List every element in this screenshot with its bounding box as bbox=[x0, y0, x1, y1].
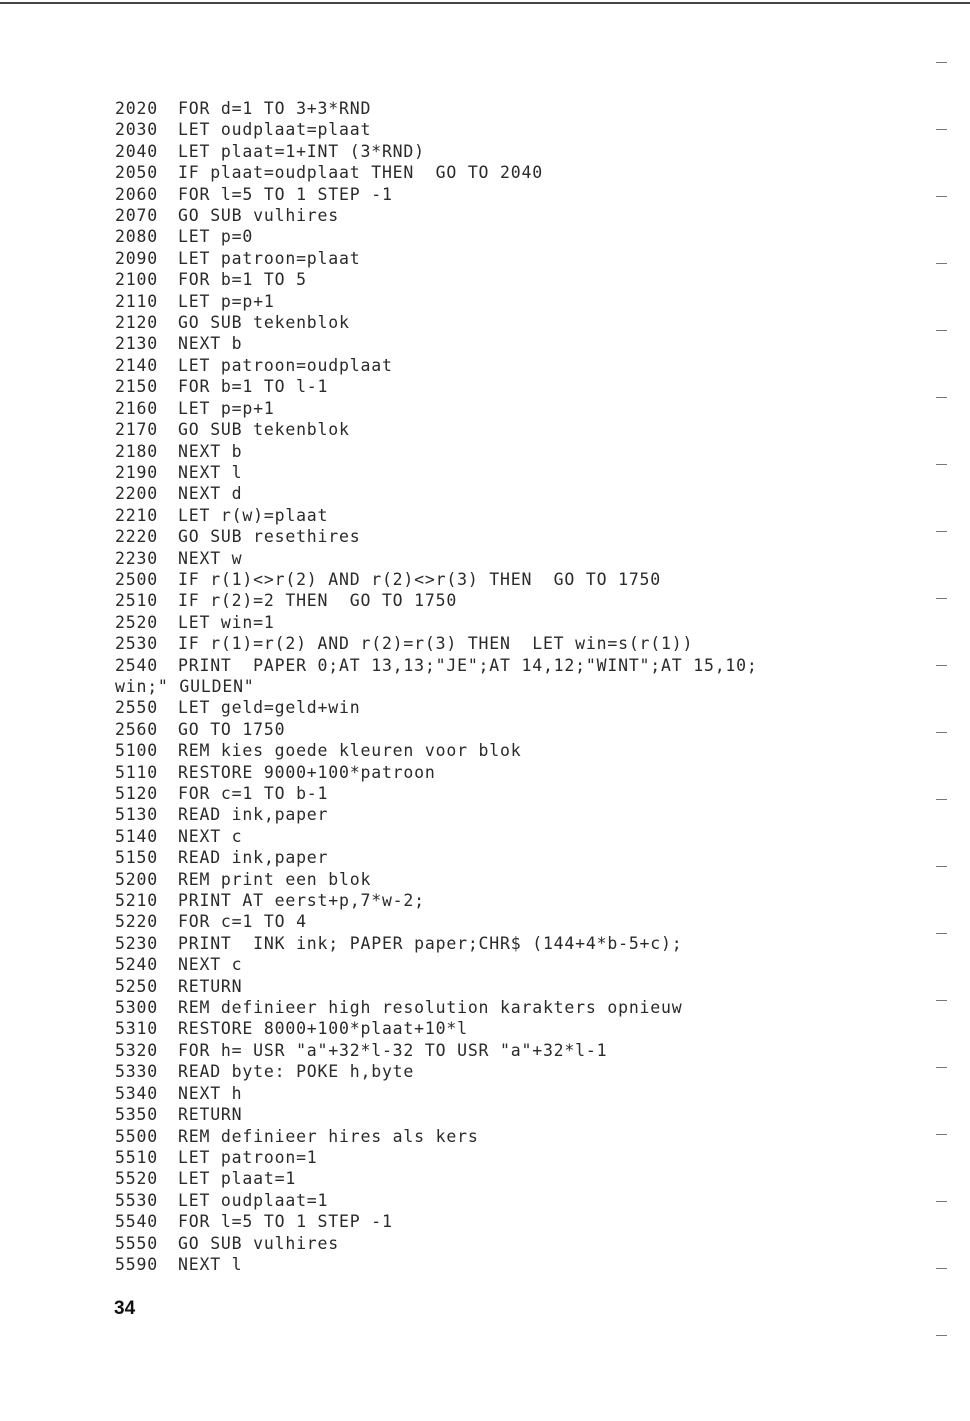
line-code: NEXT w bbox=[178, 548, 243, 568]
line-number: 5500 bbox=[115, 1126, 158, 1146]
line-number: 2120 bbox=[115, 313, 158, 333]
code-line bbox=[115, 526, 915, 547]
line-code: LET geld=geld+win bbox=[178, 698, 361, 718]
line-number: 2520 bbox=[115, 612, 158, 632]
code-line bbox=[115, 655, 915, 676]
line-code: LET p=0 bbox=[178, 227, 254, 247]
line-number: 2040 bbox=[115, 141, 158, 161]
code-line bbox=[115, 1083, 915, 1104]
code-line bbox=[115, 376, 915, 397]
line-number: 2200 bbox=[115, 484, 158, 504]
line-code: NEXT c bbox=[178, 955, 243, 975]
line-number: 2020 bbox=[115, 99, 158, 118]
line-code: FOR b=1 TO 5 bbox=[178, 270, 307, 290]
code-line bbox=[115, 248, 915, 269]
code-line bbox=[115, 826, 915, 847]
code-line bbox=[115, 954, 915, 975]
line-code: RESTORE 8000+100*plaat+10*l bbox=[178, 1019, 468, 1039]
line-code: LET p=p+1 bbox=[178, 398, 275, 418]
margin-tick bbox=[936, 1134, 947, 1135]
line-number: 2550 bbox=[115, 698, 158, 718]
line-number: 5240 bbox=[115, 955, 158, 975]
margin-tick bbox=[936, 866, 947, 867]
margin-tick-marks bbox=[936, 62, 948, 1402]
line-code: NEXT d bbox=[178, 484, 243, 504]
line-code: LET plaat=1+INT (3*RND) bbox=[178, 141, 425, 161]
code-line bbox=[115, 441, 915, 462]
code-line bbox=[115, 1254, 915, 1275]
line-number: 5220 bbox=[115, 912, 158, 932]
line-code: FOR d=1 TO 3+3*RND bbox=[178, 99, 372, 118]
code-line bbox=[115, 1126, 915, 1147]
line-code: LET win=1 bbox=[178, 612, 275, 632]
code-line bbox=[115, 612, 915, 633]
line-number: 2220 bbox=[115, 527, 158, 547]
line-number: 5100 bbox=[115, 741, 158, 761]
line-number: 5530 bbox=[115, 1190, 158, 1210]
line-code: GO SUB resethires bbox=[178, 527, 361, 547]
margin-tick bbox=[936, 397, 947, 398]
code-line bbox=[115, 141, 915, 162]
line-code: GO SUB vulhires bbox=[178, 206, 340, 226]
line-number: 2510 bbox=[115, 591, 158, 611]
line-number: 2110 bbox=[115, 291, 158, 311]
margin-tick bbox=[936, 1067, 947, 1068]
margin-tick bbox=[936, 933, 947, 934]
line-number: 5550 bbox=[115, 1233, 158, 1253]
line-code: win;" GULDEN" bbox=[115, 676, 255, 696]
code-line bbox=[115, 569, 915, 590]
code-line bbox=[115, 590, 915, 611]
basic-program-listing bbox=[115, 98, 915, 1275]
code-line bbox=[115, 226, 915, 247]
line-code: LET patroon=oudplaat bbox=[178, 355, 393, 375]
line-number: 2030 bbox=[115, 120, 158, 140]
line-code: RESTORE 9000+100*patroon bbox=[178, 762, 436, 782]
line-number: 5350 bbox=[115, 1105, 158, 1125]
line-code: NEXT l bbox=[178, 462, 243, 482]
code-line bbox=[115, 483, 915, 504]
code-line bbox=[115, 312, 915, 333]
line-code: GO SUB tekenblok bbox=[178, 313, 350, 333]
margin-tick bbox=[936, 330, 947, 331]
line-code: FOR c=1 TO b-1 bbox=[178, 784, 329, 803]
code-line bbox=[115, 997, 915, 1018]
code-line bbox=[115, 1061, 915, 1082]
margin-tick bbox=[936, 62, 947, 63]
line-code: NEXT b bbox=[178, 334, 243, 354]
line-number: 2230 bbox=[115, 548, 158, 568]
line-code: NEXT c bbox=[178, 826, 243, 846]
code-line bbox=[115, 269, 915, 290]
line-code: REM print een blok bbox=[178, 869, 372, 889]
code-line bbox=[115, 697, 915, 718]
line-number: 2560 bbox=[115, 719, 158, 739]
line-code: READ ink,paper bbox=[178, 848, 329, 868]
line-number: 5590 bbox=[115, 1254, 158, 1274]
code-line bbox=[115, 98, 915, 119]
line-number: 2140 bbox=[115, 355, 158, 375]
code-line bbox=[115, 847, 915, 868]
code-line bbox=[115, 205, 915, 226]
line-number: 5330 bbox=[115, 1062, 158, 1082]
code-line bbox=[115, 1104, 915, 1125]
margin-tick bbox=[936, 598, 947, 599]
code-line bbox=[115, 398, 915, 419]
line-number: 5300 bbox=[115, 998, 158, 1018]
line-number: 2080 bbox=[115, 227, 158, 247]
code-line bbox=[115, 1040, 915, 1061]
line-number: 2540 bbox=[115, 655, 158, 675]
line-code: REM kies goede kleuren voor blok bbox=[178, 741, 522, 761]
margin-tick bbox=[936, 129, 947, 130]
code-line bbox=[115, 976, 915, 997]
line-number: 2210 bbox=[115, 505, 158, 525]
line-code: FOR l=5 TO 1 STEP -1 bbox=[178, 184, 393, 204]
line-code: GO SUB vulhires bbox=[178, 1233, 340, 1253]
margin-tick bbox=[936, 263, 947, 264]
line-number: 2150 bbox=[115, 377, 158, 397]
line-code: READ byte: POKE h,byte bbox=[178, 1062, 415, 1082]
line-code: LET r(w)=plaat bbox=[178, 505, 329, 525]
line-number: 5120 bbox=[115, 784, 158, 803]
line-code: GO SUB tekenblok bbox=[178, 420, 350, 440]
line-code: PRINT AT eerst+p,7*w-2; bbox=[178, 891, 425, 911]
line-code: IF plaat=oudplaat THEN GO TO 2040 bbox=[178, 163, 543, 183]
line-code: REM definieer high resolution karakters opnieuw bbox=[178, 998, 683, 1018]
code-line bbox=[115, 633, 915, 654]
code-line bbox=[115, 419, 915, 440]
code-line bbox=[115, 333, 915, 354]
line-number: 5210 bbox=[115, 891, 158, 911]
line-number: 5340 bbox=[115, 1083, 158, 1103]
line-number: 5250 bbox=[115, 976, 158, 996]
margin-tick bbox=[936, 1335, 947, 1336]
line-number: 5520 bbox=[115, 1169, 158, 1189]
code-line bbox=[115, 162, 915, 183]
code-line bbox=[115, 869, 915, 890]
code-line bbox=[115, 548, 915, 569]
line-code: LET plaat=1 bbox=[178, 1169, 297, 1189]
line-code: FOR h= USR "a"+32*l-32 TO USR "a"+32*l-1 bbox=[178, 1040, 608, 1060]
margin-tick bbox=[936, 196, 947, 197]
line-code: LET patroon=plaat bbox=[178, 248, 361, 268]
line-code: READ ink,paper bbox=[178, 805, 329, 825]
line-code: IF r(1)=r(2) AND r(2)=r(3) THEN LET win=s(r(1)) bbox=[178, 634, 694, 654]
line-number: 2060 bbox=[115, 184, 158, 204]
line-code: NEXT l bbox=[178, 1254, 243, 1274]
code-line bbox=[115, 676, 915, 697]
line-number: 2530 bbox=[115, 634, 158, 654]
margin-tick bbox=[936, 665, 947, 666]
code-line bbox=[115, 911, 915, 932]
line-code: LET patroon=1 bbox=[178, 1147, 318, 1167]
line-number: 2180 bbox=[115, 441, 158, 461]
margin-tick bbox=[936, 1000, 947, 1001]
code-line bbox=[115, 783, 915, 804]
code-line bbox=[115, 1233, 915, 1254]
line-number: 5110 bbox=[115, 762, 158, 782]
margin-tick bbox=[936, 799, 947, 800]
line-code: FOR c=1 TO 4 bbox=[178, 912, 307, 932]
line-number: 5150 bbox=[115, 848, 158, 868]
code-line bbox=[115, 890, 915, 911]
line-code: FOR l=5 TO 1 STEP -1 bbox=[178, 1212, 393, 1232]
code-line bbox=[115, 740, 915, 761]
code-line bbox=[115, 291, 915, 312]
code-line bbox=[115, 1018, 915, 1039]
line-number: 2500 bbox=[115, 569, 158, 589]
line-number: 2100 bbox=[115, 270, 158, 290]
line-number: 5310 bbox=[115, 1019, 158, 1039]
line-number: 5140 bbox=[115, 826, 158, 846]
line-number: 5230 bbox=[115, 933, 158, 953]
line-number: 2130 bbox=[115, 334, 158, 354]
page-number: 34 bbox=[114, 1298, 136, 1319]
line-code: RETURN bbox=[178, 1105, 243, 1125]
line-code: NEXT b bbox=[178, 441, 243, 461]
margin-tick bbox=[936, 732, 947, 733]
line-code: PRINT INK ink; PAPER paper;CHR$ (144+4*b-5+c); bbox=[178, 933, 683, 953]
line-number: 2170 bbox=[115, 420, 158, 440]
line-number: 5130 bbox=[115, 805, 158, 825]
line-code: FOR b=1 TO l-1 bbox=[178, 377, 329, 397]
line-code: LET p=p+1 bbox=[178, 291, 275, 311]
line-number: 2190 bbox=[115, 462, 158, 482]
line-number: 2160 bbox=[115, 398, 158, 418]
line-code: IF r(2)=2 THEN GO TO 1750 bbox=[178, 591, 458, 611]
line-code: RETURN bbox=[178, 976, 243, 996]
line-code: GO TO 1750 bbox=[178, 719, 286, 739]
margin-tick bbox=[936, 464, 947, 465]
margin-tick bbox=[936, 1268, 947, 1269]
code-line bbox=[115, 1147, 915, 1168]
margin-tick bbox=[936, 531, 947, 532]
line-code: LET oudplaat=1 bbox=[178, 1190, 329, 1210]
code-line bbox=[115, 933, 915, 954]
line-code: LET oudplaat=plaat bbox=[178, 120, 372, 140]
line-code: REM definieer hires als kers bbox=[178, 1126, 479, 1146]
line-number: 5200 bbox=[115, 869, 158, 889]
code-line bbox=[115, 762, 915, 783]
line-number: 5540 bbox=[115, 1212, 158, 1232]
top-rule bbox=[0, 2, 970, 4]
code-line bbox=[115, 505, 915, 526]
line-number: 5510 bbox=[115, 1147, 158, 1167]
code-line bbox=[115, 119, 915, 140]
line-code: PRINT PAPER 0;AT 13,13;"JE";AT 14,12;"WINT";AT 15,10; bbox=[178, 655, 758, 675]
margin-tick bbox=[936, 1201, 947, 1202]
code-line bbox=[115, 1190, 915, 1211]
line-code: NEXT h bbox=[178, 1083, 243, 1103]
line-code: IF r(1)<>r(2) AND r(2)<>r(3) THEN GO TO 1750 bbox=[178, 569, 662, 589]
line-number: 5320 bbox=[115, 1040, 158, 1060]
code-line bbox=[115, 1168, 915, 1189]
code-line bbox=[115, 1211, 915, 1232]
line-number: 2090 bbox=[115, 248, 158, 268]
code-line bbox=[115, 462, 915, 483]
code-line bbox=[115, 184, 915, 205]
code-line bbox=[115, 804, 915, 825]
code-line bbox=[115, 355, 915, 376]
code-line bbox=[115, 719, 915, 740]
line-number: 2070 bbox=[115, 206, 158, 226]
line-number: 2050 bbox=[115, 163, 158, 183]
